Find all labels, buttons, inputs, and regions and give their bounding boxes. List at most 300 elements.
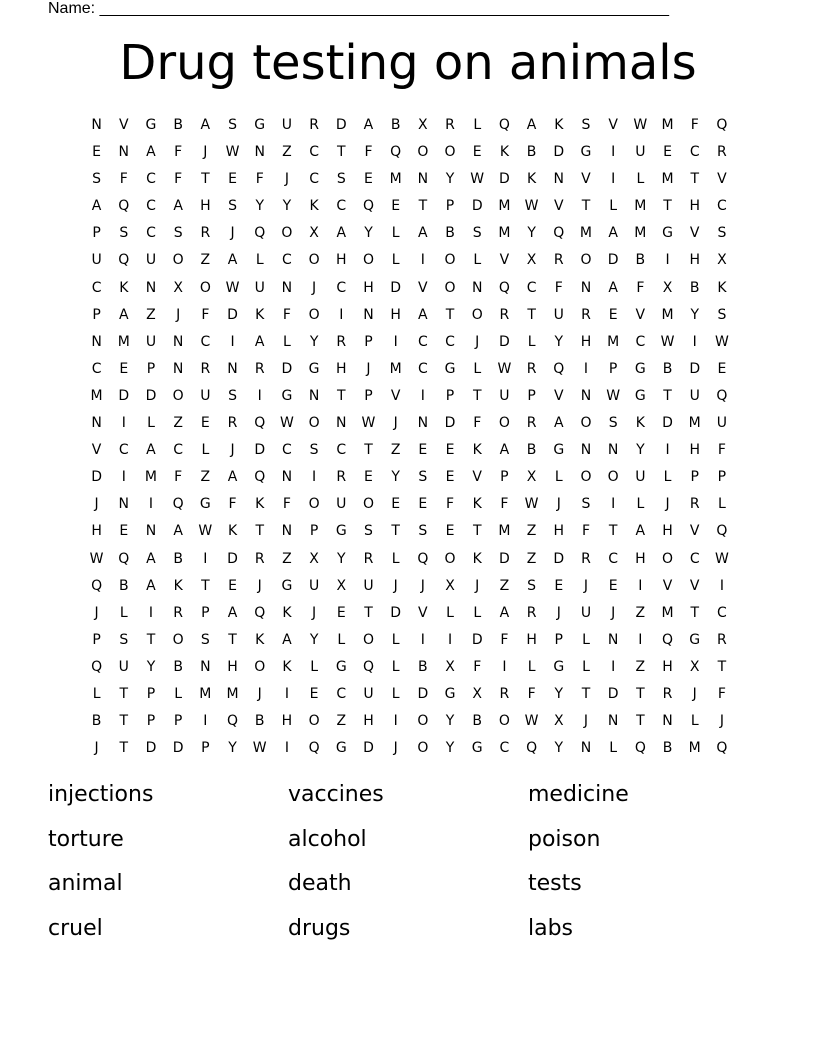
grid-cell: B — [418, 658, 428, 675]
grid-cell: N — [607, 631, 619, 648]
grid-cell: V — [635, 306, 646, 323]
grid-cell: D — [607, 252, 619, 269]
grid-cell: U — [91, 252, 102, 269]
grid-cell: Q — [172, 496, 184, 513]
grid-cell: P — [92, 306, 101, 323]
grid-cell: E — [717, 360, 727, 377]
grid-cell: W — [89, 550, 104, 567]
grid-cell: S — [119, 631, 129, 648]
grid-cell: W — [361, 415, 376, 432]
grid-cell: X — [445, 577, 455, 594]
grid-cell: L — [391, 225, 400, 242]
name-field-line: Name: ________________________________________________________________ — [48, 0, 670, 17]
grid-cell: O — [444, 252, 456, 269]
grid-cell: Q — [254, 469, 266, 486]
grid-cell: T — [472, 523, 482, 540]
grid-cell: Y — [228, 740, 237, 757]
grid-cell: A — [227, 252, 238, 269]
grid-cell: D — [363, 740, 374, 757]
grid-cell: J — [583, 713, 589, 730]
grid-cell: H — [662, 523, 673, 540]
grid-cell: O — [662, 550, 674, 567]
grid-cell: Z — [173, 415, 183, 432]
grid-cell: S — [608, 415, 618, 432]
grid-cell: P — [201, 604, 210, 621]
grid-cell: T — [472, 387, 482, 404]
grid-cell: E — [418, 496, 428, 513]
grid-cell: N — [662, 713, 673, 730]
grid-cell: X — [173, 279, 183, 296]
grid-cell: O — [580, 469, 592, 486]
grid-cell: O — [417, 713, 429, 730]
grid-cell: M — [498, 225, 511, 242]
grid-cell: O — [417, 144, 429, 161]
grid-cell: N — [91, 415, 102, 432]
grid-cell: A — [146, 550, 156, 567]
grid-cell: W — [497, 360, 512, 377]
grid-cell: W — [606, 387, 621, 404]
grid-cell: H — [689, 252, 700, 269]
grid-cell: Z — [499, 577, 510, 594]
grid-cell: G — [281, 387, 293, 404]
grid-cell: C — [336, 442, 347, 459]
grid-cell: L — [174, 685, 183, 702]
grid-cell: C — [336, 279, 347, 296]
grid-cell: C — [635, 333, 646, 350]
grid-cell: W — [470, 171, 485, 188]
grid-cell: T — [201, 577, 210, 594]
grid-cell: K — [472, 442, 482, 459]
grid-cell: J — [393, 577, 398, 594]
grid-cell: T — [146, 631, 156, 648]
grid-cell: A — [363, 117, 374, 133]
grid-cell: A — [635, 523, 646, 540]
grid-cell: I — [257, 387, 262, 404]
grid-cell: P — [173, 713, 183, 730]
grid-cell: I — [665, 442, 670, 459]
grid-cell: W — [225, 279, 240, 296]
grid-cell: C — [526, 279, 537, 296]
grid-cell: H — [553, 523, 565, 540]
word-bank-item: death — [288, 871, 352, 896]
grid-cell: M — [688, 415, 701, 432]
grid-cell: L — [609, 740, 618, 757]
grid-cell: Q — [716, 117, 728, 133]
grid-cell: L — [527, 658, 536, 675]
grid-cell: V — [418, 279, 428, 296]
grid-cell: Q — [308, 740, 320, 757]
grid-cell: Y — [255, 198, 264, 215]
grid-cell: J — [475, 333, 480, 350]
grid-cell: E — [309, 685, 319, 702]
grid-cell: J — [556, 496, 561, 513]
grid-cell: M — [389, 360, 402, 377]
grid-cell: F — [500, 496, 509, 513]
grid-cell: J — [257, 685, 262, 702]
word-bank-item: animal — [48, 871, 123, 896]
grid-cell: Q — [553, 225, 565, 242]
grid-cell: E — [92, 144, 102, 161]
grid-cell: S — [717, 306, 727, 323]
grid-cell: E — [119, 360, 129, 377]
grid-cell: L — [201, 442, 210, 459]
grid-cell: T — [337, 144, 346, 161]
grid-cell: J — [665, 496, 670, 513]
grid-cell: L — [582, 658, 590, 675]
grid-cell: F — [717, 442, 726, 459]
grid-cell: N — [580, 279, 592, 296]
grid-cell: G — [662, 225, 673, 242]
grid-cell: Q — [634, 740, 646, 757]
grid-cell: G — [553, 442, 565, 459]
grid-cell: P — [608, 360, 618, 377]
grid-cell: P — [445, 387, 455, 404]
grid-cell: S — [581, 117, 591, 133]
grid-cell: A — [282, 631, 292, 648]
grid-cell: N — [145, 279, 157, 296]
grid-cell: D — [254, 442, 266, 459]
grid-cell: C — [445, 333, 455, 350]
grid-cell: O — [172, 387, 184, 404]
grid-cell: I — [393, 713, 398, 730]
grid-cell: D — [444, 415, 456, 432]
grid-cell: N — [580, 442, 592, 459]
grid-cell: G — [553, 658, 565, 675]
grid-cell: D — [172, 740, 184, 757]
grid-cell: B — [472, 713, 483, 730]
word-bank-item: tests — [528, 871, 582, 896]
grid-cell: H — [580, 333, 592, 350]
grid-cell: P — [527, 387, 536, 404]
grid-cell: L — [663, 469, 672, 486]
grid-cell: O — [308, 306, 320, 323]
grid-cell: I — [203, 713, 208, 730]
grid-cell: Q — [553, 360, 565, 377]
grid-cell: G — [634, 360, 646, 377]
grid-cell: T — [608, 523, 618, 540]
grid-cell: F — [364, 144, 373, 161]
grid-cell: Z — [635, 658, 646, 675]
grid-cell: F — [554, 279, 563, 296]
grid-cell: P — [146, 360, 156, 377]
grid-cell: I — [121, 469, 126, 486]
word-bank-item: alcohol — [288, 826, 367, 852]
grid-cell: J — [719, 713, 724, 730]
grid-cell: M — [661, 117, 674, 133]
grid-cell: K — [227, 523, 238, 540]
grid-cell: L — [527, 333, 536, 350]
grid-cell: G — [634, 387, 646, 404]
grid-cell: L — [391, 658, 400, 675]
grid-cell: T — [364, 442, 373, 459]
grid-cell: I — [611, 171, 616, 188]
grid-cell: J — [366, 360, 371, 377]
grid-cell: T — [119, 713, 129, 730]
grid-cell: S — [228, 117, 237, 133]
grid-cell: Z — [282, 550, 292, 567]
grid-cell: V — [553, 198, 564, 215]
grid-cell: F — [690, 117, 699, 133]
grid-cell: M — [607, 333, 620, 350]
grid-cell: C — [309, 171, 319, 188]
grid-cell: O — [471, 306, 483, 323]
grid-cell: T — [581, 685, 591, 702]
grid-cell: O — [444, 144, 456, 161]
grid-cell: A — [499, 604, 510, 621]
grid-cell: I — [420, 631, 425, 648]
grid-cell: T — [663, 198, 672, 215]
grid-cell: C — [689, 550, 700, 567]
grid-cell: A — [146, 442, 156, 459]
grid-cell: J — [393, 740, 398, 757]
grid-cell: H — [200, 198, 211, 215]
grid-cell: E — [663, 144, 672, 161]
grid-cell: R — [526, 415, 537, 432]
grid-cell: W — [660, 333, 675, 350]
grid-cell: O — [580, 252, 592, 269]
grid-cell: M — [90, 387, 103, 404]
grid-cell: B — [91, 713, 102, 730]
grid-cell: T — [201, 171, 210, 188]
grid-cell: Y — [309, 333, 319, 350]
grid-cell: L — [391, 631, 400, 648]
grid-cell: D — [390, 279, 402, 296]
grid-cell: I — [339, 306, 344, 323]
grid-cell: U — [553, 306, 564, 323]
grid-cell: G — [444, 685, 456, 702]
grid-cell: M — [661, 604, 674, 621]
grid-cell: C — [282, 442, 292, 459]
grid-cell: K — [717, 279, 727, 296]
grid-cell: K — [255, 306, 265, 323]
grid-cell: T — [445, 306, 455, 323]
grid-cell: M — [634, 198, 647, 215]
grid-cell: T — [391, 523, 400, 540]
grid-cell: S — [472, 225, 482, 242]
grid-cell: U — [363, 685, 374, 702]
grid-cell: I — [502, 658, 507, 675]
grid-cell: M — [661, 171, 674, 188]
grid-cell: X — [526, 252, 537, 269]
grid-cell: J — [94, 604, 99, 621]
grid-cell: A — [608, 225, 618, 242]
grid-cell: T — [527, 306, 536, 323]
grid-cell: L — [609, 198, 618, 215]
grid-cell: I — [284, 685, 289, 702]
grid-cell: L — [554, 469, 563, 486]
grid-cell: V — [472, 469, 482, 486]
grid-cell: W — [279, 415, 294, 432]
grid-cell: I — [121, 415, 126, 432]
grid-cell: N — [471, 279, 483, 296]
grid-cell: A — [173, 523, 183, 540]
grid-cell: L — [119, 604, 128, 621]
grid-cell: D — [281, 360, 293, 377]
grid-cell: P — [146, 713, 156, 730]
grid-cell: P — [364, 387, 373, 404]
grid-cell: E — [364, 171, 373, 188]
grid-cell: A — [227, 604, 238, 621]
grid-cell: E — [119, 523, 129, 540]
grid-cell: H — [526, 631, 537, 648]
grid-cell: J — [393, 415, 398, 432]
grid-cell: U — [336, 496, 347, 513]
grid-cell: E — [336, 604, 346, 621]
grid-cell: Y — [445, 713, 455, 730]
grid-cell: C — [499, 740, 510, 757]
grid-cell: J — [230, 225, 235, 242]
grid-cell: E — [554, 577, 564, 594]
grid-cell: M — [634, 225, 647, 242]
grid-cell: O — [172, 252, 184, 269]
grid-cell: P — [500, 469, 509, 486]
grid-cell: M — [226, 685, 239, 702]
grid-cell: N — [417, 171, 429, 188]
grid-cell: M — [579, 225, 593, 242]
grid-cell: D — [553, 550, 565, 567]
grid-cell: N — [254, 144, 265, 161]
word-bank-item: cruel — [48, 915, 103, 941]
grid-cell: E — [418, 442, 428, 459]
grid-cell: E — [200, 415, 210, 432]
grid-cell: U — [200, 387, 211, 404]
grid-cell: T — [337, 387, 346, 404]
grid-cell: K — [255, 631, 265, 648]
grid-cell: Q — [362, 658, 374, 675]
grid-cell: E — [228, 577, 237, 594]
grid-cell: E — [391, 198, 401, 215]
grid-cell: H — [281, 713, 293, 730]
grid-cell: U — [308, 577, 320, 594]
grid-cell: C — [146, 198, 156, 215]
grid-cell: O — [281, 225, 293, 242]
grid-cell: O — [580, 415, 592, 432]
grid-cell: O — [498, 713, 510, 730]
grid-cell: T — [636, 685, 645, 702]
grid-cell: Y — [445, 740, 455, 757]
grid-cell: K — [309, 198, 319, 215]
grid-cell: M — [117, 333, 130, 350]
grid-cell: F — [282, 496, 291, 513]
grid-cell: G — [254, 117, 266, 133]
grid-cell: V — [717, 171, 727, 188]
grid-cell: F — [255, 171, 264, 188]
word-bank-item: drugs — [288, 915, 351, 941]
grid-cell: N — [91, 117, 102, 133]
grid-cell: G — [199, 496, 211, 513]
grid-cell: B — [173, 658, 183, 675]
grid-cell: C — [91, 279, 102, 296]
grid-cell: B — [689, 279, 700, 296]
grid-cell: Q — [91, 658, 103, 675]
grid-cell: J — [312, 604, 317, 621]
grid-cell: U — [145, 333, 157, 350]
grid-cell: Z — [200, 252, 211, 269]
grid-cell: P — [690, 469, 699, 486]
grid-cell: O — [172, 631, 184, 648]
grid-cell: W — [714, 333, 729, 350]
grid-cell: L — [391, 252, 400, 269]
grid-cell: C — [689, 144, 700, 161]
grid-cell: O — [308, 252, 320, 269]
grid-cell: W — [633, 117, 648, 133]
grid-cell: A — [146, 577, 156, 594]
grid-cell: Q — [118, 550, 130, 567]
grid-cell: C — [146, 225, 156, 242]
grid-cell: U — [635, 469, 646, 486]
grid-cell: A — [499, 442, 510, 459]
grid-cell: C — [309, 144, 319, 161]
grid-cell: T — [364, 604, 373, 621]
grid-cell: Y — [554, 740, 564, 757]
grid-cell: Z — [390, 442, 401, 459]
grid-cell: W — [524, 198, 539, 215]
grid-cell: P — [92, 631, 101, 648]
grid-cell: T — [255, 523, 264, 540]
grid-cell: T — [119, 740, 129, 757]
grid-cell: C — [336, 685, 347, 702]
grid-cell: K — [554, 117, 564, 133]
grid-cell: D — [471, 631, 483, 648]
grid-cell: Y — [636, 442, 645, 459]
grid-cell: Q — [716, 740, 728, 757]
puzzle-title: Drug testing on animals — [119, 35, 697, 91]
grid-cell: T — [717, 658, 727, 675]
grid-cell: G — [308, 360, 320, 377]
grid-cell: Z — [146, 306, 156, 323]
grid-cell: L — [337, 631, 346, 648]
grid-cell: L — [391, 685, 400, 702]
grid-cell: C — [417, 360, 428, 377]
grid-cell: G — [580, 144, 592, 161]
grid-cell: N — [172, 333, 184, 350]
grid-cell: H — [363, 279, 374, 296]
grid-cell: Y — [554, 685, 564, 702]
grid-cell: X — [336, 577, 347, 594]
grid-cell: S — [228, 198, 237, 215]
grid-cell: E — [364, 469, 373, 486]
grid-cell: E — [445, 523, 455, 540]
grid-cell: D — [607, 685, 619, 702]
grid-cell: U — [118, 658, 129, 675]
grid-cell: R — [689, 496, 700, 513]
grid-cell: C — [173, 442, 184, 459]
grid-cell: B — [662, 740, 673, 757]
grid-cell: S — [119, 225, 129, 242]
grid-cell: Q — [254, 604, 266, 621]
grid-cell: M — [389, 171, 402, 188]
grid-cell: Q — [254, 225, 266, 242]
grid-cell: J — [230, 442, 235, 459]
grid-cell: V — [390, 387, 401, 404]
grid-cell: Z — [526, 550, 537, 567]
grid-cell: S — [581, 496, 591, 513]
grid-cell: Z — [336, 713, 347, 730]
grid-cell: X — [472, 685, 483, 702]
grid-cell: E — [445, 469, 455, 486]
grid-cell: G — [689, 631, 701, 648]
grid-cell: P — [445, 198, 455, 215]
grid-cell: A — [418, 225, 428, 242]
grid-cell: L — [255, 252, 264, 269]
grid-cell: T — [119, 685, 129, 702]
grid-cell: R — [499, 306, 510, 323]
grid-cell: U — [281, 117, 293, 133]
grid-cell: C — [417, 333, 428, 350]
grid-cell: F — [228, 496, 237, 513]
grid-cell: F — [174, 171, 183, 188]
grid-cell: Z — [635, 604, 646, 621]
